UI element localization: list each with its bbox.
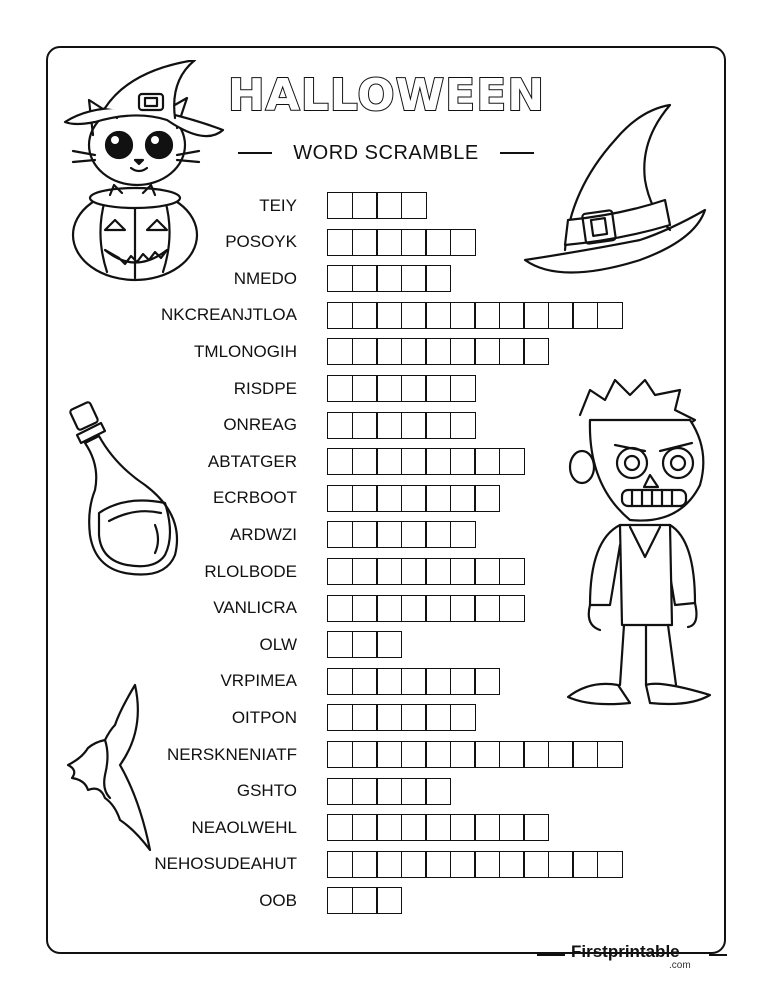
letter-box[interactable] [548,851,574,878]
letter-box[interactable] [327,485,353,512]
letter-box[interactable] [401,558,427,585]
letter-box[interactable] [450,851,476,878]
letter-box[interactable] [474,851,500,878]
answer-boxes [327,375,476,402]
letter-box[interactable] [499,558,525,585]
letter-box[interactable] [474,338,500,365]
letter-box[interactable] [352,778,378,805]
letter-box[interactable] [597,851,623,878]
letter-box[interactable] [523,741,549,768]
letter-box[interactable] [474,302,500,329]
letter-box[interactable] [376,302,402,329]
brand-line-right [709,954,727,956]
letter-box[interactable] [474,741,500,768]
letter-box[interactable] [352,814,378,841]
letter-box[interactable] [450,302,476,329]
letter-box[interactable] [352,741,378,768]
letter-box[interactable] [401,302,427,329]
answer-boxes [327,887,402,914]
letter-box[interactable] [376,521,402,548]
letter-box[interactable] [499,338,525,365]
letter-box[interactable] [425,778,451,805]
letter-box[interactable] [425,851,451,878]
answer-boxes [327,778,451,805]
letter-box[interactable] [376,887,402,914]
answer-boxes [327,595,525,622]
letter-box[interactable] [425,741,451,768]
letter-box[interactable] [401,192,427,219]
letter-box[interactable] [401,778,427,805]
letter-box[interactable] [376,192,402,219]
letter-box[interactable] [352,485,378,512]
answer-boxes [327,521,476,548]
word-row [100,668,500,695]
letter-box[interactable] [401,741,427,768]
letter-box[interactable] [572,741,598,768]
letter-box[interactable] [474,668,500,695]
answer-boxes [327,668,500,695]
answer-boxes [327,704,476,731]
letter-box[interactable] [376,229,402,256]
letter-box[interactable] [352,302,378,329]
bat-icon [60,680,160,855]
letter-box[interactable] [523,338,549,365]
word-row [100,741,623,768]
letter-box[interactable] [597,741,623,768]
letter-box[interactable] [401,704,427,731]
letter-box[interactable] [425,265,451,292]
letter-box[interactable] [450,704,476,731]
page-subtitle: WORD SCRAMBLE [293,141,479,164]
letter-box[interactable] [352,192,378,219]
letter-box[interactable] [597,302,623,329]
letter-box[interactable] [327,595,353,622]
letter-box[interactable] [327,448,353,475]
letter-box[interactable] [401,448,427,475]
scrambled-word: NEAOLWEHL [191,817,297,837]
letter-box[interactable] [327,521,353,548]
letter-box[interactable] [425,521,451,548]
letter-box[interactable] [327,412,353,439]
letter-box[interactable] [352,668,378,695]
answer-boxes [327,814,549,841]
letter-box[interactable] [401,521,427,548]
scrambled-word: OOB [259,890,297,910]
letter-box[interactable] [327,704,353,731]
letter-box[interactable] [474,814,500,841]
letter-box[interactable] [499,595,525,622]
word-row [100,595,525,622]
letter-box[interactable] [425,338,451,365]
letter-box[interactable] [376,631,402,658]
letter-box[interactable] [548,741,574,768]
brand-line-left [537,954,565,956]
cat-in-pumpkin-icon [55,60,235,285]
letter-box[interactable] [401,338,427,365]
scrambled-word: ARDWZI [229,524,297,544]
answer-boxes [327,741,623,768]
answer-boxes [327,192,427,219]
letter-box[interactable] [474,448,500,475]
answer-boxes [327,631,402,658]
footer-brand [537,940,727,970]
scrambled-word: TEIY [259,195,297,215]
letter-box[interactable] [352,412,378,439]
letter-box[interactable] [425,229,451,256]
scrambled-word: VRPIMEA [220,671,297,691]
letter-box[interactable] [450,412,476,439]
letter-box[interactable] [327,192,353,219]
word-row [100,338,549,365]
page-title: HALLOWEEN [227,70,546,121]
letter-box[interactable] [401,485,427,512]
letter-box[interactable] [450,741,476,768]
subtitle-line-left [238,152,272,154]
letter-box[interactable] [523,851,549,878]
letter-box[interactable] [327,668,353,695]
letter-box[interactable] [401,265,427,292]
letter-box[interactable] [425,595,451,622]
letter-box[interactable] [450,595,476,622]
letter-box[interactable] [401,851,427,878]
scrambled-word: NERSKNENIATF [166,744,297,764]
letter-box[interactable] [376,265,402,292]
zombie-icon [560,375,720,710]
letter-box[interactable] [425,668,451,695]
letter-box[interactable] [376,814,402,841]
scrambled-word: GSHTO [236,781,297,801]
letter-box[interactable] [425,302,451,329]
scrambled-word: VANLICRA [213,598,297,618]
letter-box[interactable] [523,302,549,329]
scrambled-word: RISDPE [233,378,297,398]
letter-box[interactable] [352,704,378,731]
letter-box[interactable] [327,778,353,805]
letter-box[interactable] [499,851,525,878]
answer-boxes [327,485,500,512]
letter-box[interactable] [572,302,598,329]
letter-box[interactable] [327,741,353,768]
letter-box[interactable] [327,631,353,658]
letter-box[interactable] [352,851,378,878]
letter-box[interactable] [548,302,574,329]
answer-boxes [327,448,525,475]
letter-box[interactable] [376,851,402,878]
letter-box[interactable] [352,558,378,585]
letter-box[interactable] [450,485,476,512]
letter-box[interactable] [327,887,353,914]
letter-box[interactable] [376,448,402,475]
word-row [100,887,402,914]
letter-box[interactable] [499,302,525,329]
letter-box[interactable] [376,741,402,768]
subtitle-row [238,140,534,166]
answer-boxes [327,412,476,439]
scrambled-word: OLW [259,634,297,654]
letter-box[interactable] [474,485,500,512]
answer-boxes [327,265,451,292]
scrambled-word: TMLONOGIH [194,341,297,361]
letter-box[interactable] [376,338,402,365]
scrambled-word: RLOLBODE [204,561,297,581]
word-row [100,851,623,878]
brand-name: Firstprintable [571,942,680,961]
scrambled-word: OITPON [231,707,297,727]
letter-box[interactable] [401,229,427,256]
letter-box[interactable] [401,668,427,695]
scrambled-word: ONREAG [223,415,297,435]
letter-box[interactable] [450,229,476,256]
witch-hat-icon [520,100,710,280]
letter-box[interactable] [572,851,598,878]
brand-domain: .com [669,960,691,971]
letter-box[interactable] [327,814,353,841]
letter-box[interactable] [425,412,451,439]
letter-box[interactable] [425,485,451,512]
letter-box[interactable] [352,375,378,402]
letter-box[interactable] [474,558,500,585]
letter-box[interactable] [450,558,476,585]
letter-box[interactable] [499,448,525,475]
letter-box[interactable] [450,338,476,365]
letter-box[interactable] [450,375,476,402]
letter-box[interactable] [352,338,378,365]
word-row [100,631,402,658]
letter-box[interactable] [327,229,353,256]
letter-box[interactable] [352,887,378,914]
letter-box[interactable] [401,595,427,622]
letter-box[interactable] [425,448,451,475]
letter-box[interactable] [401,412,427,439]
letter-box[interactable] [376,668,402,695]
letter-box[interactable] [376,412,402,439]
letter-box[interactable] [327,338,353,365]
potion-bottle-icon [65,395,195,580]
letter-box[interactable] [401,814,427,841]
letter-box[interactable] [352,521,378,548]
letter-box[interactable] [352,448,378,475]
word-row [100,302,623,329]
answer-boxes [327,229,476,256]
scrambled-word: ABTATGER [207,451,297,471]
letter-box[interactable] [523,814,549,841]
letter-box[interactable] [352,229,378,256]
letter-box[interactable] [327,558,353,585]
letter-box[interactable] [327,302,353,329]
letter-box[interactable] [401,375,427,402]
letter-box[interactable] [327,375,353,402]
letter-box[interactable] [376,704,402,731]
letter-box[interactable] [376,778,402,805]
scrambled-word: ECRBOOT [212,488,297,508]
letter-box[interactable] [425,814,451,841]
letter-box[interactable] [425,704,451,731]
letter-box[interactable] [450,814,476,841]
letter-box[interactable] [499,741,525,768]
letter-box[interactable] [352,265,378,292]
scrambled-word: NKCREANJTLOA [160,305,297,325]
letter-box[interactable] [327,851,353,878]
letter-box[interactable] [327,265,353,292]
scrambled-word: NEHOSUDEAHUT [154,854,297,874]
letter-box[interactable] [425,558,451,585]
letter-box[interactable] [450,521,476,548]
answer-boxes [327,302,623,329]
scrambled-word: POSOYK [225,232,297,252]
scrambled-word: NMEDO [233,268,297,288]
letter-box[interactable] [474,595,500,622]
letter-box[interactable] [376,558,402,585]
letter-box[interactable] [376,375,402,402]
letter-box[interactable] [499,814,525,841]
letter-box[interactable] [376,595,402,622]
letter-box[interactable] [376,485,402,512]
letter-box[interactable] [450,448,476,475]
answer-boxes [327,338,549,365]
answer-boxes [327,851,623,878]
answer-boxes [327,558,525,585]
letter-box[interactable] [425,375,451,402]
letter-box[interactable] [450,668,476,695]
letter-box[interactable] [352,631,378,658]
letter-box[interactable] [352,595,378,622]
word-row [100,814,549,841]
